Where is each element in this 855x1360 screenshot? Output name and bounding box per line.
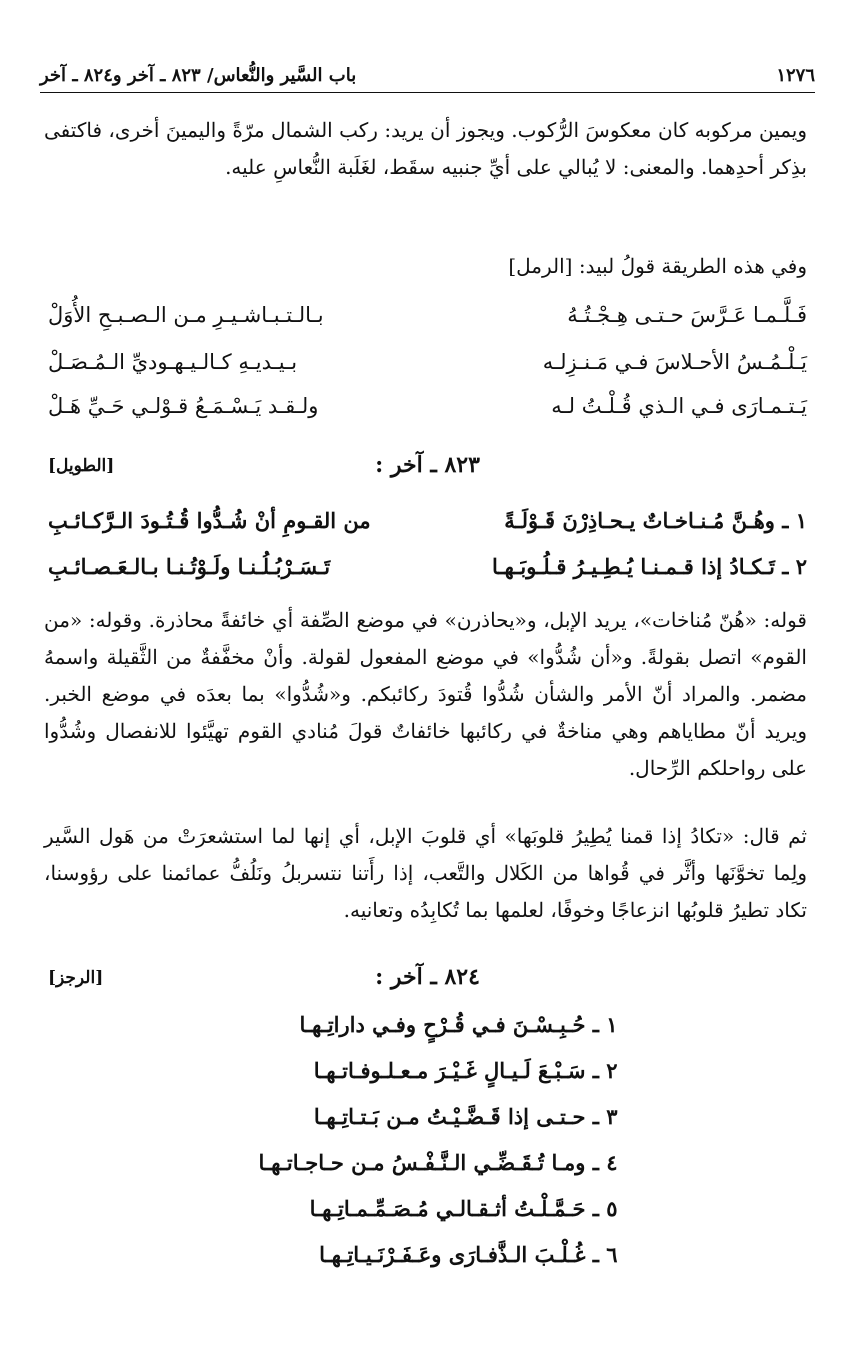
rajaz-line-5: [0, 1196, 855, 1236]
rajaz-line-2: [0, 1058, 855, 1098]
verse-second-hemistich: بـيـديـهِ كـالـيـهـوديِّ الـمُـصَـلْ: [48, 350, 298, 374]
page-number: ١٢٧٦: [776, 64, 815, 86]
running-title: باب السَّير والنُّعاس/ ٨٢٣ ـ آخر و٨٢٤ ـ آخر: [40, 64, 357, 86]
rajaz-line-4: [0, 1150, 855, 1190]
section-title: ٨٢٤ ـ آخر :: [375, 964, 480, 990]
rajaz-text: ٣ ـ حـتـى إذا قَـضَّـيْـتُ مـن بَـتـاتِـهـا: [313, 1104, 618, 1129]
verse-first-hemistich: يَـلْـمُـسُ الأحـلاسَ فـي مَـنـزِلـه: [542, 350, 807, 374]
verse-second-hemistich: بـالـتـبـاشـيـرِ مـن الـصـبـحِ الأُوَلْ: [48, 303, 324, 327]
page-header: [40, 58, 815, 93]
verse-first-hemistich: يَـتـمـارَى فـي الـذي قُـلْـتُ لـه: [551, 394, 807, 418]
rajaz-text: ٥ ـ حَـمَّـلْـتُ أثـقـالـي مُـصَـمِّـمـاتِـهـا: [309, 1196, 618, 1221]
section-823-verse-1: [48, 500, 807, 540]
rajaz-line-3: [0, 1104, 855, 1144]
verse-first-hemistich: فَـلَّـمـا عَـرَّسَ حـتـى هِـجْـتُـهُ: [567, 303, 807, 327]
intro-paragraph: ويمين مركوبه كان معكوسَ الرُّكوب. ويجوز أن يريد: ركب الشمال مرّةً واليمينَ أخرى، فاكتفى بذِكر أحدِهما. والمعنى: لا يُبالي على أيِّ جنبيه سقَط، لغَلَبة النُّعاسِ عليه.: [44, 118, 807, 179]
rajaz-line-1: [0, 1012, 855, 1052]
section-823-verse-2: [48, 546, 807, 586]
commentary-paragraph-2: ثم قال: «تكادُ إذا قمنا يُطِيرُ قلوبَها» أي قلوبَ الإبل، أي إنها لما استشعرَتْ من هَول السَّير ولِما تخوَّنَها وأثَّر في قُواها من الكَلال والتَّعب، إذا رأَتنا نتسربلُ ونَلُفُّ عمائمنا على رؤوسنا، تكاد تطيرُ قلوبُها انزعاجًا وخوفًا، لعلمها بما تُكابِدُه وتعانيه.: [44, 824, 807, 922]
rajaz-text: ٢ ـ سَـبْـعَ لَـيـالٍ غَـيْـرَ مـعـلـوفـاتـهـا: [313, 1058, 618, 1083]
labid-verse-1: [48, 295, 807, 335]
verse-first-hemistich: ١ ـ وهُـنَّ مُـنـاخـاتٌ يـحـاذِرْنَ قَـوْلَـةً: [504, 507, 807, 533]
labid-intro: وفي هذه الطريقة قولُ لبيد: [الرمل]: [508, 254, 807, 278]
labid-verse-2: [48, 342, 807, 382]
rajaz-text: ٤ ـ ومـا تُـقَـضِّـي الـنَّـفْـسُ مـن حـاجـاتـهـا: [258, 1150, 618, 1175]
rajaz-line-6: [0, 1242, 855, 1282]
section-824-heading: [48, 960, 807, 1000]
rajaz-text: ١ ـ حُـبِـسْـنَ فـي قُـرْحٍ وفـي داراتِـهـا: [299, 1012, 618, 1037]
meter-label: [الطويل]: [48, 456, 115, 476]
verse-second-hemistich: تَـسَـرْبُـلُـنـا ولَـوْتُـنـا بـالـعَـصـائـبِ: [48, 553, 331, 579]
verse-first-hemistich: ٢ ـ تَـكـادُ إذا قـمـنـا يُـطِـيـرُ قـلُـوبَـهـا: [491, 553, 807, 579]
meter-label: [الرجز]: [48, 968, 104, 988]
verse-second-hemistich: من القـومِ أنْ شُـدُّوا قُـتُـودَ الـرَّكـائـبِ: [48, 507, 371, 533]
section-823-heading: [48, 448, 807, 488]
rajaz-text: ٦ ـ غُـلْـبَ الـذَّفـارَى وعَـفَـرْنَـيـاتِـهـا: [319, 1242, 618, 1267]
labid-verse-3: [48, 386, 807, 426]
section-title: ٨٢٣ ـ آخر :: [375, 452, 480, 478]
verse-second-hemistich: ولـقـد يَـسْـمَـعُ قـوْلـي حَـيِّ هَـلْ: [48, 394, 319, 418]
commentary-paragraph-1: قوله: «هُنّ مُناخات»، يريد الإبل، و«يحاذرن» في موضع الصِّفة أي خائفةً محاذرة. وقوله: «من القوم» اتصل بقولةً. و«أن شُدُّوا» في موضع المفعول لقولة. وأنْ مخفَّفةٌ من الثَّقيلة واسمهُ مضمر. والمراد أنّ الأمر والشأن شُدُّوا قُتودَ ركائبكم. و«شُدُّوا» بما بعدَه في موضع الخبر. ويريد أنّ مطاياهم وهي مناخةٌ في ركائبها خائفاتٌ قولَ مُنادي القوم تهيَّئوا للانفصال وشُدُّوا على رواحلكم الرِّحال.: [44, 608, 807, 780]
